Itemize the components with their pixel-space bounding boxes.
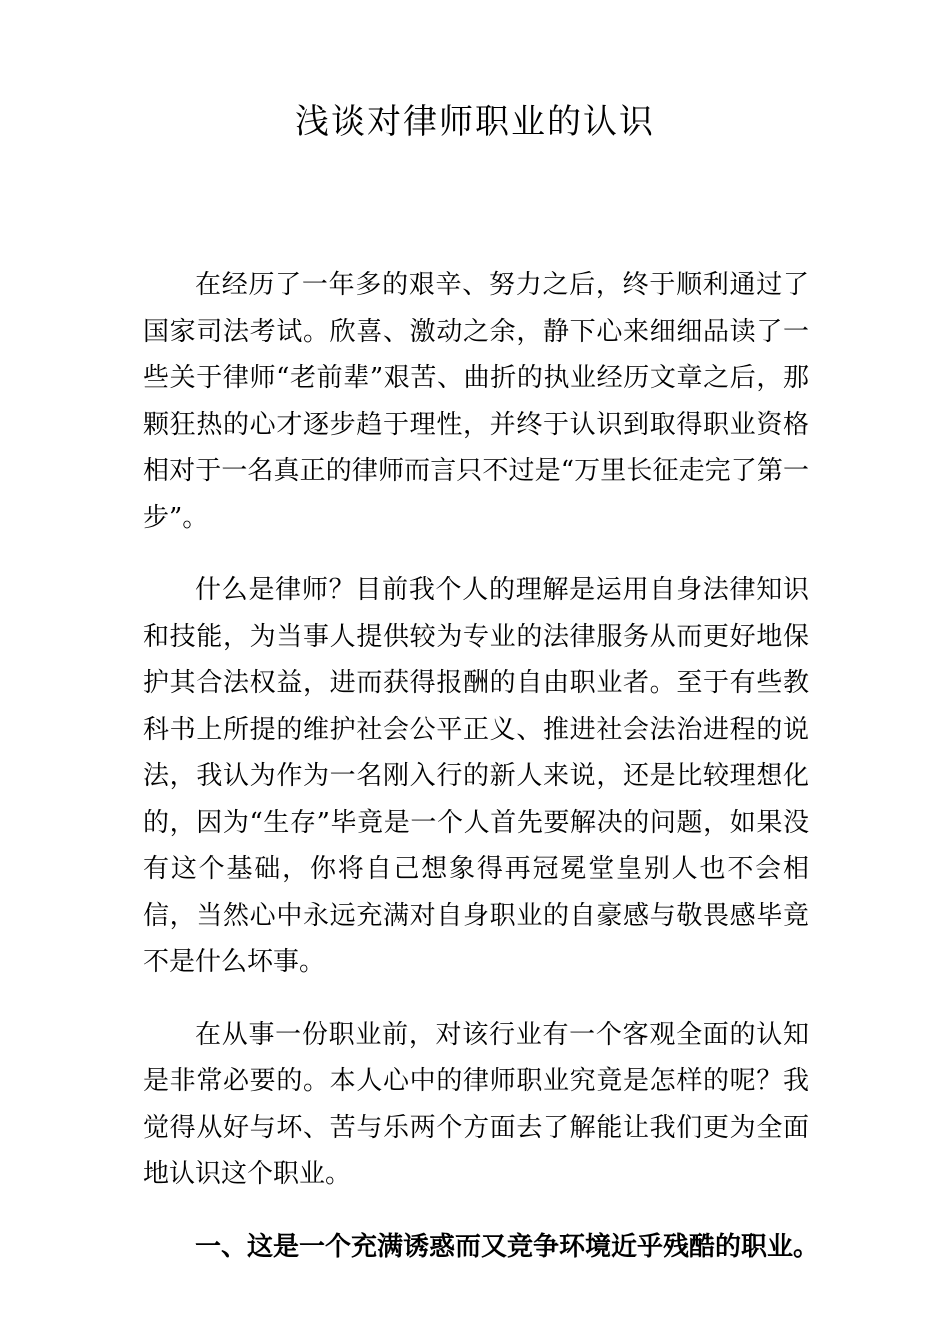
paragraph-3: 在从事一份职业前，对该行业有一个客观全面的认知是非常必要的。本人心中的律师职业究竟是怎样的呢？我觉得从好与坏、苦与乐两个方面去了解能让我们更为全面地认识这个职业。 [143, 1019, 809, 1189]
document-title: 浅谈对律师职业的认识 [295, 102, 655, 142]
document-body [143, 262, 820, 1270]
section-heading: 一、这是一个充满诱惑而又竞争环境近乎残酷的职业。 [195, 1231, 820, 1262]
paragraph-2: 什么是律师？目前我个人的理解是运用自身法律知识和技能，为当事人提供较为专业的法律服务从而更好地保护其合法权益，进而获得报酬的自由职业者。至于有些教科书上所提的维护社会公平正义、推进社会法治进程的说法，我认为作为一名刚入行的新人来说，还是比较理想化的，因为“生存”毕竟是一个人首先要解决的问题，如果没有这个基础，你将自己想象得再冠冕堂皇别人也不会相信，当然心中永远充满对自身职业的自豪感与敬畏感毕竟不是什么坏事。 [143, 575, 809, 977]
paragraph-1: 在经历了一年多的艰辛、努力之后，终于顺利通过了国家司法考试。欣喜、激动之余，静下心来细细品读了一些关于律师“老前辈”艰苦、曲折的执业经历文章之后，那颗狂热的心才逐步趋于理性，并终于认识到取得职业资格相对于一名真正的律师而言只不过是“万里长征走完了第一步”。 [143, 270, 809, 533]
